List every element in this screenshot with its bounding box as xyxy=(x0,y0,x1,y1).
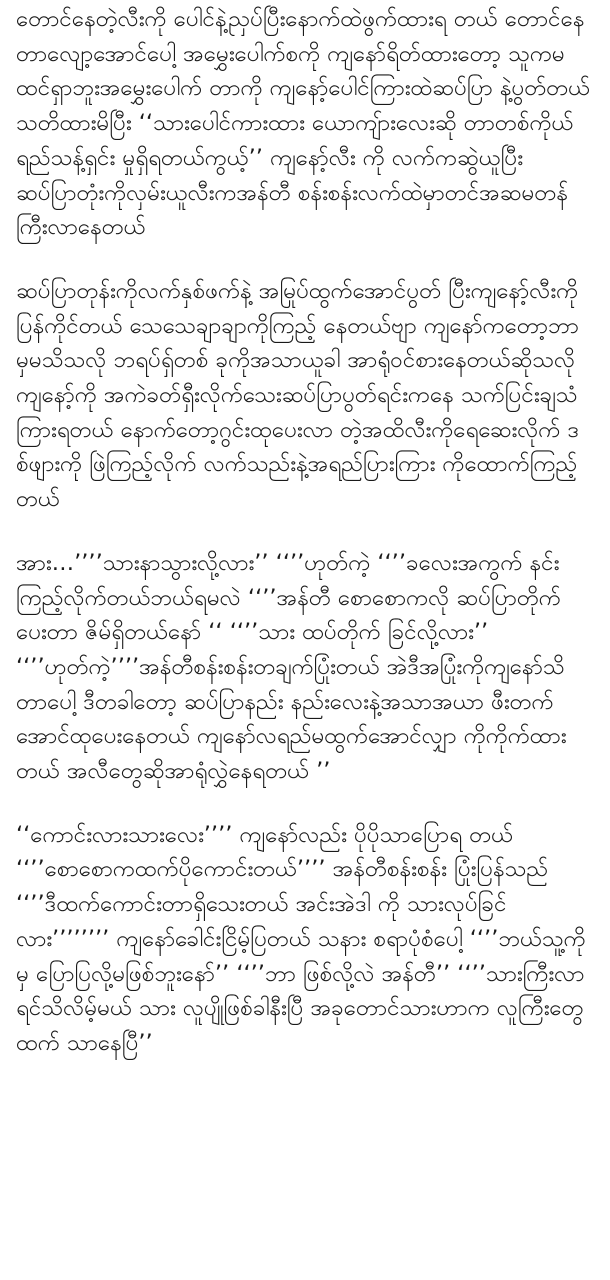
paragraph-3: အား…’’’’သားနာသွားလို့လား’’ ‘‘’’ဟုတ်ကဲ့ ‘‘’’ခလေးအကွက် နင်းကြည့်လိုက်တယ်ဘယ်ရမလဲ ‘‘’’အန်တီ စောစောကလို ဆပ်ပြာတိုက်ပေးတာ ဇိမ်ရှိတယ်နော် ‘‘ ‘‘’’သား ထပ်တိုက် ခြင်လို့လား’’ ‘‘’’ဟုတ်ကဲ့’’’’အန်တီစန်းစန်းတချက်ပြုံးတယ် အဲဒီအပြုံးကိုကျနော်သိတာပေါ့ ဒီတခါတော့ ဆပ်ပြာနည်း နည်းလေးနဲ့အသာအယာ ဖီးတက်အောင်ထုပေးနေတယ် ကျနော်လရည်မထွက်အောင်လျှာ ကိုကိုက်ထားတယ် အလီတွေဆိုအာရုံလွှဲနေရတယ် ’’ xyxy=(16,549,567,785)
paragraph-4: ‘‘ကောင်းလားသားလေး’’’’ ကျနော်လည်း ပိုပိုသာပြောရ တယ် ‘‘’’စောစောကထက်ပိုကောင်းတယ်’’’’ အန်တီစန်းစန်း ပြုံးပြန်သည် ‘‘’’ဒီထက်ကောင်းတာရှိသေးတယ် အင်းအဲဒါ ကို သားလုပ်ခြင်လား’’’’’’’’ ကျနော်ခေါင်းငြိမ့်ပြတယ် သနား စရာပုံစံပေါ့ ‘‘’’ဘယ်သူ့ကိုမှ ပြောပြလို့မဖြစ်ဘူးနော်’’ ‘‘’’ဘာ ဖြစ်လို့လဲ အန်တီ’’ ‘‘’’သားကြီးလာရင်သိလိမ့်မယ် သား လူပျိုဖြစ်ခါနီးပြီ အခုတောင်သားဟာက လူကြီးတွေထက် သာနေပြီ’’ xyxy=(16,821,586,1056)
paragraph-2: ဆပ်ပြာတုန်းကိုလက်နှစ်ဖက်နဲ့ အမြုပ်ထွက်အောင်ပွတ် ပြီးကျနော့်လီးကိုပြန်ကိုင်တယ် သေသေချာချာကိုကြည့် နေတယ်ဗျာ ကျနော်ကတော့ဘာမှမသိသလို ဘရပ်ရှ်တစ် ခုကိုအသာယူခါ အာရုံဝင်စားနေတယ်ဆိုသလိုကျနော့်ကို အကဲခတ်ရှီးလိုက်သေးဆပ်ပြာပွတ်ရင်းကနေ သက်ပြင်းချသံကြားရတယ် နောက်တော့ဂွင်းထုပေးလာ တဲ့အထိလီးကိုရေဆေးလိုက် ဒစ်ဖျားကို ဖြဲကြည့်လိုက် လက်သည်းနဲ့အရည်ပြားကြား ကိုထောက်ကြည့်တယ် xyxy=(16,277,580,513)
paragraph-1: တောင်နေတဲ့လီးကို ပေါင်နဲ့ညှပ်ပြီးနောက်ထဲဖွက်ထားရ တယ် တောင်နေတာလျော့အောင်ပေါ့ အမွှေးပေါက်စကို ကျနော်ရိတ်ထားတော့ သူကမထင်ရှာဘူးအမွှေးပေါက် တာကို ကျနော့်ပေါင်ကြားထဲဆပ်ပြာ နဲ့ပွတ်တယ် သတိထားမိပြီး ‘‘သားပေါင်ကားထား ယောကျ်ားလေးဆို တာတစ်ကိုယ်ရည်သန့်ရှင်း မှုရှိရတယ်ကွယ့်’’ ကျနော့်လီး ကို လက်ကဆွဲယူပြီး ဆပ်ပြာတုံးကိုလှမ်းယူလီးကအန်တီ စန်းစန်းလက်ထဲမှာတင်အဆမတန်ကြီးလာနေတယ် xyxy=(16,6,591,241)
